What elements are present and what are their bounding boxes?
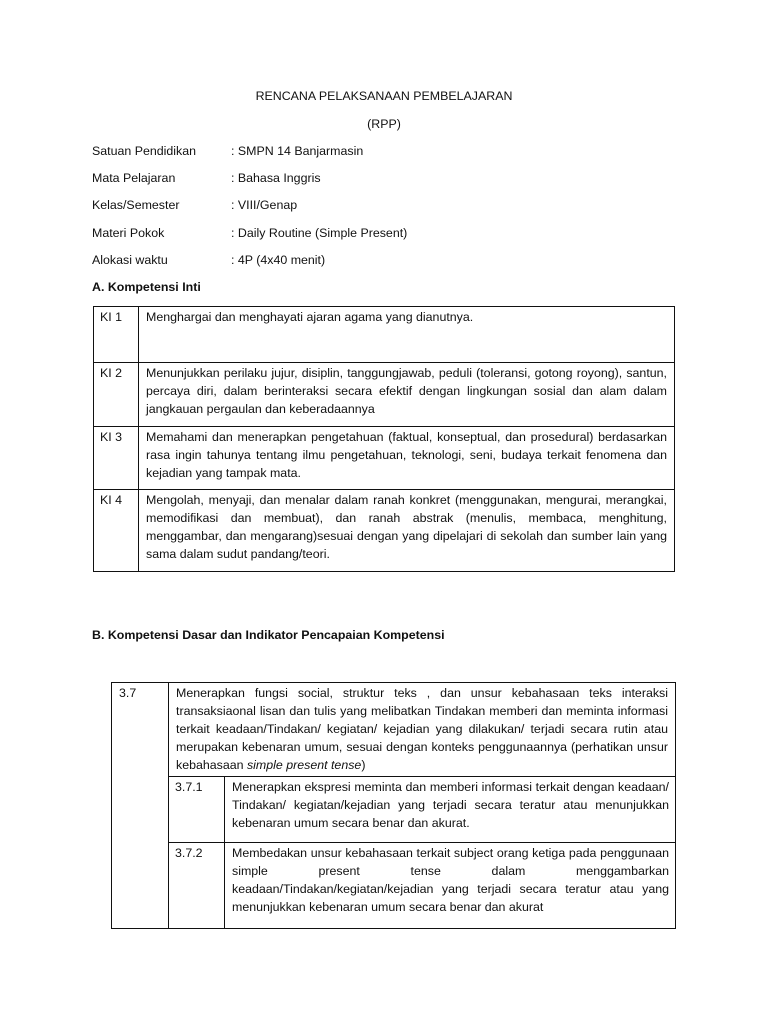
- ki-text: Menghargai dan menghayati ajaran agama yang dianutnya.: [139, 307, 675, 363]
- kd-code: 3.7: [112, 683, 169, 929]
- identity-value: : Bahasa Inggris: [231, 171, 321, 185]
- ki-text: Menunjukkan perilaku jujur, disiplin, tanggungjawab, peduli (toleransi, gotong royong), santun, percaya diri, dalam berinteraksi secara efektif dengan lingkungan sosial dan alam dalam jangkauan pergaulan dan keberadaannya: [139, 363, 675, 427]
- indicator-text: Membedakan unsur kebahasaan terkait subject orang ketiga pada penggunaan simple present tense dalam menggambarkan keadaan/Tindakan/kegiatan/kejadian yang terjadi secara teratur atau yang menunjukkan kebenaran umum secara benar dan akurat: [225, 843, 676, 929]
- table-row: [94, 490, 675, 572]
- table-row: [169, 777, 675, 843]
- kd-text-end: ): [361, 758, 366, 772]
- kompetensi-inti-table: [93, 306, 675, 572]
- identity-value: : 4P (4x40 menit): [231, 253, 326, 267]
- ki-text: Memahami dan menerapkan pengetahuan (faktual, konseptual, dan prosedural) berdasarkan rasa ingin tahunya tentang ilmu pengetahuan, teknologi, seni, budaya terkait fenomena dan kejadian yang tampak mata.: [139, 427, 675, 490]
- indicator-table: [169, 776, 675, 928]
- ki-code: KI 1: [94, 307, 139, 363]
- identity-label: Kelas/Semester: [92, 198, 180, 212]
- indicator-code: 3.7.1: [169, 777, 225, 843]
- identity-label: Mata Pelajaran: [92, 171, 176, 185]
- table-row: [169, 843, 675, 929]
- ki-text: Mengolah, menyaji, dan menalar dalam ranah konkret (menggunakan, mengurai, merangkai, memodifikasi dan membuat), dan ranah abstrak (menulis, membaca, menghitung, menggambar, dan mengarang)sesuai dengan yang dipelajari di sekolah dan sumber lain yang sama dalam sudut pandang/teori.: [139, 490, 675, 572]
- kd-description: [169, 683, 675, 776]
- identity-label: Materi Pokok: [92, 226, 165, 240]
- table-row: [94, 363, 675, 427]
- identity-label: Satuan Pendidikan: [92, 144, 197, 158]
- table-row: [94, 427, 675, 490]
- ki-code: KI 2: [94, 363, 139, 427]
- section-b-heading: B. Kompetensi Dasar dan Indikator Pencapaian Kompetensi: [92, 628, 445, 642]
- table-row: [94, 307, 675, 363]
- indicator-code: 3.7.2: [169, 843, 225, 929]
- identity-value: : Daily Routine (Simple Present): [231, 226, 408, 240]
- table-row: [112, 683, 676, 929]
- section-a-heading: A. Kompetensi Inti: [92, 280, 201, 294]
- identity-value: : SMPN 14 Banjarmasin: [231, 144, 364, 158]
- document-title: RENCANA PELAKSANAAN PEMBELAJARAN: [255, 89, 513, 103]
- identity-label: Alokasi waktu: [92, 253, 168, 267]
- ki-code: KI 4: [94, 490, 139, 572]
- kompetensi-dasar-table: [111, 682, 676, 929]
- document-subtitle: (RPP): [367, 117, 401, 131]
- ki-code: KI 3: [94, 427, 139, 490]
- kd-text-italic: simple present tense: [246, 758, 362, 772]
- kd-text: Menerapkan fungsi social, struktur teks , dan unsur kebahasaan teks interaksi transaksiaonal lisan dan tulis yang melibatkan Tindakan memberi dan meminta informasi terkait keadaan/Tindakan/ kegiatan/ kejadian yang dilakukan/ terjadi secara rutin atau merupakan kebenaran umum, sesuai dengan konteks penggunaannya (perhatikan unsur kebahasaan: [176, 686, 668, 772]
- kd-cell: [169, 683, 676, 929]
- identity-value: : VIII/Genap: [231, 198, 298, 212]
- indicator-text: Menerapkan ekspresi meminta dan memberi informasi terkait dengan keadaan/ Tindakan/ kegiatan/kejadian yang terjadi secara teratur atau menunjukkan kebenaran umum secara benar dan akurat.: [225, 777, 676, 843]
